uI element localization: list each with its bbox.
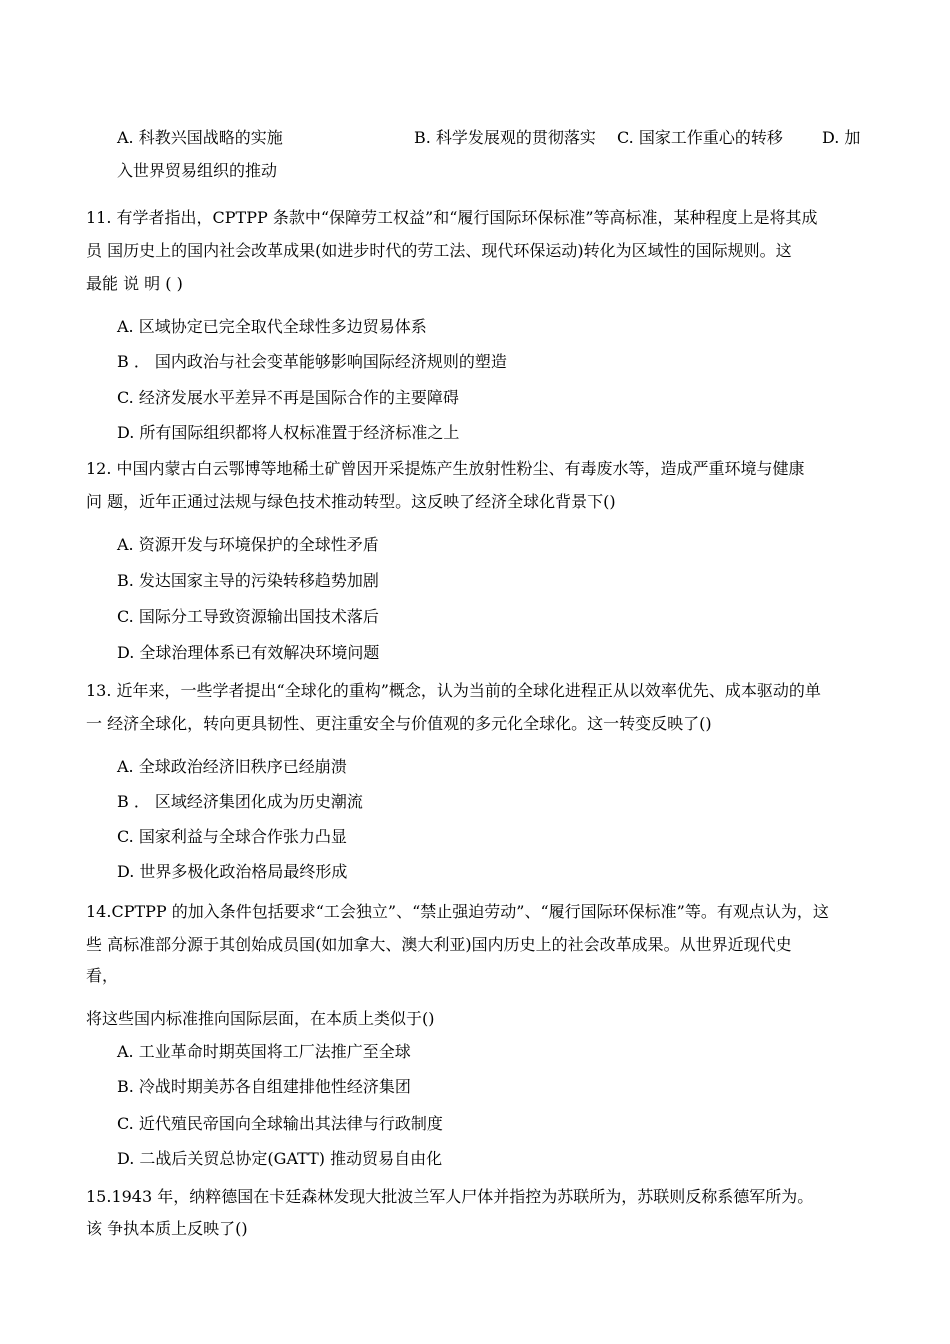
q12-option-b: B. 发达国家主导的污染转移趋势加剧 — [117, 571, 379, 590]
q12-stem-line: 12. 中国内蒙古白云鄂博等地稀土矿曾因开采提炼产生放射性粉尘、有毒废水等，造成严重环境与健康 — [86, 459, 805, 478]
q13-option-c: C. 国家利益与全球合作张力凸显 — [117, 827, 347, 846]
q13-option-b: B ． 区域经济集团化成为历史潮流 — [117, 792, 363, 811]
q13-option-a: A. 全球政治经济旧秩序已经崩溃 — [117, 757, 347, 776]
q14-option-d: D. 二战后关贸总协定(GATT) 推动贸易自由化 — [117, 1149, 443, 1168]
q12-option-a: A. 资源开发与环境保护的全球性矛盾 — [117, 535, 379, 554]
q10-option-c: C. 国家工作重心的转移 — [617, 128, 783, 147]
q11-stem-line: 最能 说 明 ( ) — [86, 274, 183, 293]
q10-option-b: B. 科学发展观的贯彻落实 — [414, 128, 596, 147]
q10-option-d-continued: 入世界贸易组织的推动 — [117, 161, 278, 180]
q13-option-d: D. 世界多极化政治格局最终形成 — [117, 862, 348, 881]
q14-stem-line: 些 高标准部分源于其创始成员国(如加拿大、澳大利亚)国内历史上的社会改革成果。从世界近现代史 — [86, 935, 792, 954]
q14-option-a: A. 工业革命时期英国将工厂法推广至全球 — [117, 1042, 411, 1061]
q12-option-d: D. 全球治理体系已有效解决环境问题 — [117, 643, 380, 662]
q14-option-c: C. 近代殖民帝国向全球输出其法律与行政制度 — [117, 1114, 443, 1133]
q11-stem-line: 11. 有学者指出，CPTPP 条款中“保障劳工权益”和“履行国际环保标准”等高标准，某种程度上是将其成 — [86, 208, 818, 227]
q15-stem-line: 该 争执本质上反映了() — [86, 1219, 248, 1238]
q11-option-d: D. 所有国际组织都将人权标准置于经济标准之上 — [117, 423, 460, 442]
q11-stem-line: 员 国历史上的国内社会改革成果(如进步时代的劳工法、现代环保运动)转化为区域性的国际规则。这 — [86, 241, 792, 260]
q13-stem-line: 13. 近年来，一些学者提出“全球化的重构”概念，认为当前的全球化进程正从以效率优先、成本驱动的单 — [86, 681, 821, 700]
q13-stem-line: 一 经济全球化，转向更具韧性、更注重安全与价值观的多元化全球化。这一转变反映了() — [86, 714, 712, 733]
q14-stem-line: 将这些国内标准推向国际层面，在本质上类似于() — [86, 1009, 435, 1028]
q12-option-c: C. 国际分工导致资源输出国技术落后 — [117, 607, 379, 626]
q10-option-d: D. 加 — [822, 128, 861, 147]
q14-stem-line: 看， — [86, 966, 119, 985]
q11-option-b: B ． 国内政治与社会变革能够影响国际经济规则的塑造 — [117, 352, 507, 371]
q14-option-b: B. 冷战时期美苏各自组建排他性经济集团 — [117, 1077, 411, 1096]
q11-option-c: C. 经济发展水平差异不再是国际合作的主要障碍 — [117, 388, 459, 407]
q14-stem-line: 14.CPTPP 的加入条件包括要求“工会独立”、“禁止强迫劳动”、“履行国际环保标准”等。有观点认为，这 — [86, 902, 829, 921]
q10-option-a: A. 科教兴国战略的实施 — [117, 128, 283, 147]
q11-option-a: A. 区域协定已完全取代全球性多边贸易体系 — [117, 317, 427, 336]
q12-stem-line: 问 题，近年正通过法规与绿色技术推动转型。这反映了经济全球化背景下() — [86, 492, 616, 511]
q15-stem-line: 15.1943 年，纳粹德国在卡廷森林发现大批波兰军人尸体并指控为苏联所为，苏联则反称系德军所为。 — [86, 1187, 814, 1206]
